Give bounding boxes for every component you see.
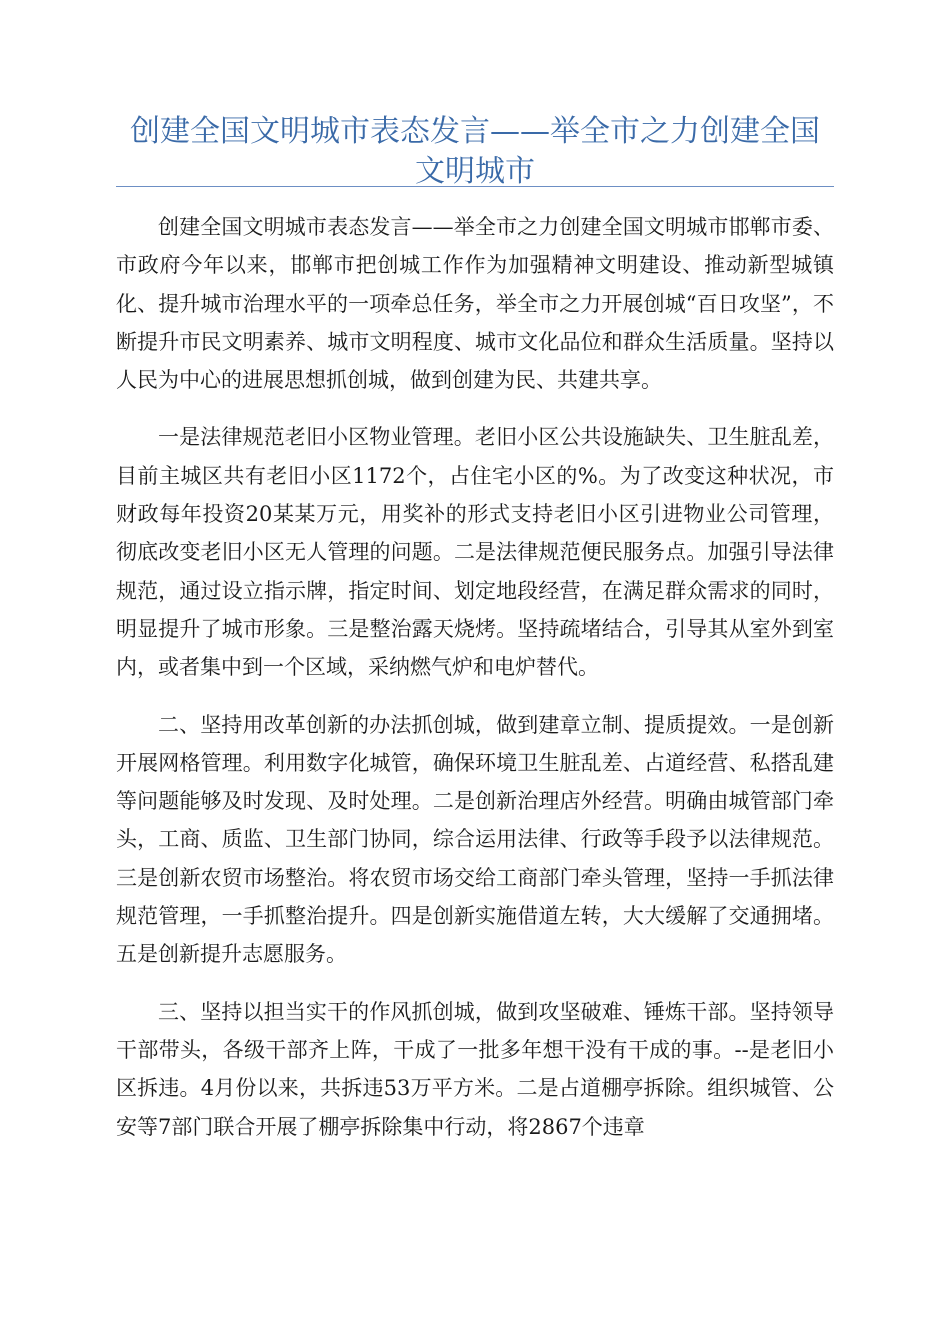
title-block [116,112,834,192]
paragraph-intro: 创建全国文明城市表态发言——举全市之力创建全国文明城市邯郸市委、市政府今年以来，邯郸市把创城工作作为加强精神文明建设、推动新型城镇化、提升城市治理水平的一项牵总任务，举全市之力开展创城“百日攻坚”，不断提升市民文明素养、城市文明程度、城市文化品位和群众生活质量。坚持以人民为中心的进展思想抓创城，做到创建为民、共建共享。 [116,215,834,393]
document-body [116,208,834,1165]
document-title: 创建全国文明城市表态发言——举全市之力创建全国文明城市 [130,114,820,189]
paragraph-three: 三、坚持以担当实干的作风抓创城，做到攻坚破难、锤炼干部。坚持领导干部带头，各级干部齐上阵，干成了一批多年想干没有干成的事。--是老旧小区拆违。4月份以来，共拆违53万平方米。二是占道棚亭拆除。组织城管、公安等7部门联合开展了棚亭拆除集中行动，将2867个违章 [116,999,834,1139]
paragraph-one: 一是法律规范老旧小区物业管理。老旧小区公共设施缺失、卫生脏乱差，目前主城区共有老旧小区1172个，占住宅小区的%。为了改变这种状况，市财政每年投资20某某万元，用奖补的形式支持老旧小区引进物业公司管理，彻底改变老旧小区无人管理的问题。二是法律规范便民服务点。加强引导法律规范，通过设立指示牌，指定时间、划定地段经营，在满足群众需求的同时，明显提升了城市形象。三是整治露天烧烤。坚持疏堵结合，引导其从室外到室内，或者集中到一个区域，采纳燃气炉和电炉替代。 [116,425,834,680]
paragraph-two: 二、坚持用改革创新的办法抓创城，做到建章立制、提质提效。一是创新开展网格管理。利用数字化城管，确保环境卫生脏乱差、占道经营、私搭乱建等问题能够及时发现、及时处理。二是创新治理店外经营。明确由城管部门牵头，工商、质监、卫生部门协同，综合运用法律、行政等手段予以法律规范。三是创新农贸市场整治。将农贸市场交给工商部门牵头管理，坚持一手抓法律规范管理，一手抓整治提升。四是创新实施借道左转，大大缓解了交通拥堵。五是创新提升志愿服务。 [116,712,834,967]
title-underline-divider [116,186,834,187]
